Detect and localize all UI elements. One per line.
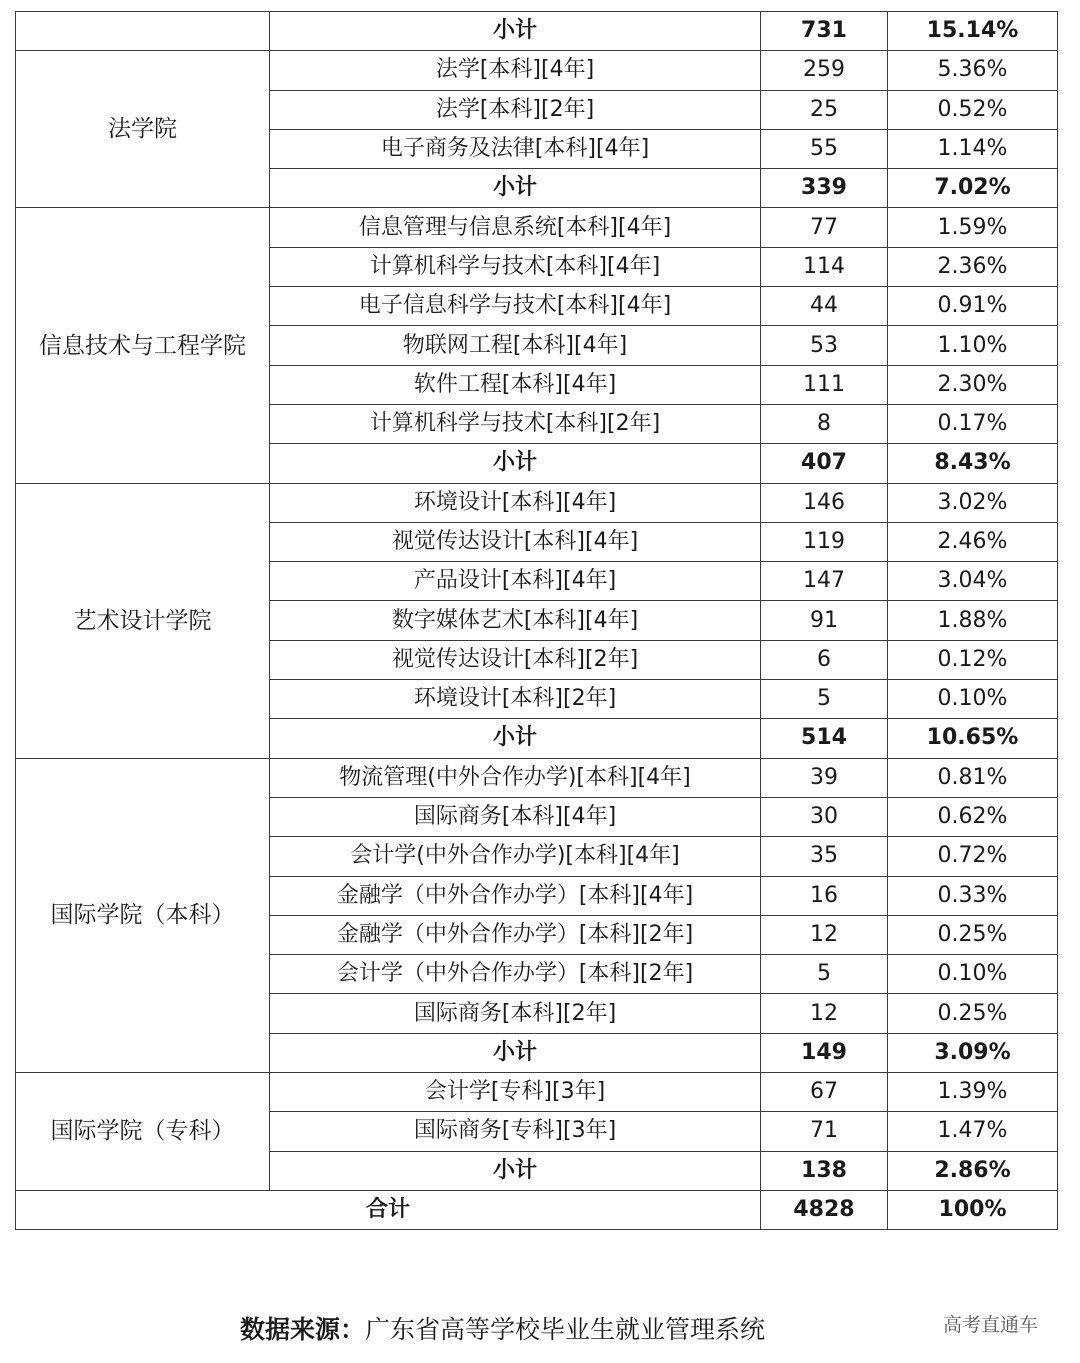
count-cell: 71 (761, 1112, 888, 1151)
count-cell: 8 (761, 404, 888, 443)
college-cell: 国际学院（本科） (16, 758, 270, 1072)
count-cell: 731 (761, 12, 888, 51)
major-cell: 小计 (270, 444, 761, 483)
major-cell: 小计 (270, 12, 761, 51)
count-cell: 146 (761, 483, 888, 522)
count-cell: 259 (761, 51, 888, 90)
count-cell: 44 (761, 287, 888, 326)
college-cell: 信息技术与工程学院 (16, 208, 270, 483)
count-cell: 35 (761, 837, 888, 876)
pct-cell: 1.39% (888, 1073, 1058, 1112)
data-source-label: 数据来源： (240, 1315, 366, 1344)
count-cell: 138 (761, 1151, 888, 1190)
total-pct: 100% (888, 1190, 1058, 1229)
count-cell: 25 (761, 90, 888, 129)
major-cell: 电子商务及法律[本科][4年] (270, 129, 761, 168)
pct-cell: 0.25% (888, 915, 1058, 954)
footer (0, 1310, 1080, 1350)
pct-cell: 0.91% (888, 287, 1058, 326)
count-cell: 39 (761, 758, 888, 797)
pct-cell: 2.86% (888, 1151, 1058, 1190)
pct-cell: 0.12% (888, 640, 1058, 679)
total-count: 4828 (761, 1190, 888, 1229)
count-cell: 6 (761, 640, 888, 679)
major-cell: 计算机科学与技术[本科][4年] (270, 247, 761, 286)
count-cell: 30 (761, 797, 888, 836)
major-cell: 金融学（中外合作办学）[本科][2年] (270, 915, 761, 954)
college-cell: 法学院 (16, 51, 270, 208)
major-cell: 金融学（中外合作办学）[本科][4年] (270, 876, 761, 915)
count-cell: 16 (761, 876, 888, 915)
count-cell: 149 (761, 1033, 888, 1072)
major-cell: 计算机科学与技术[本科][2年] (270, 404, 761, 443)
college-cell: 艺术设计学院 (16, 483, 270, 758)
count-cell: 407 (761, 444, 888, 483)
pct-cell: 3.09% (888, 1033, 1058, 1072)
pct-cell: 0.10% (888, 955, 1058, 994)
pct-cell: 15.14% (888, 12, 1058, 51)
count-cell: 147 (761, 562, 888, 601)
count-cell: 55 (761, 129, 888, 168)
count-cell: 5 (761, 680, 888, 719)
major-cell: 环境设计[本科][4年] (270, 483, 761, 522)
pct-cell: 5.36% (888, 51, 1058, 90)
data-source (240, 1314, 765, 1346)
table-row (16, 51, 1058, 90)
count-cell: 12 (761, 915, 888, 954)
pct-cell: 0.17% (888, 404, 1058, 443)
pct-cell: 1.10% (888, 326, 1058, 365)
major-cell: 小计 (270, 719, 761, 758)
pct-cell: 10.65% (888, 719, 1058, 758)
total-row (16, 1190, 1058, 1229)
pct-cell: 0.10% (888, 680, 1058, 719)
pct-cell: 0.25% (888, 994, 1058, 1033)
count-cell: 12 (761, 994, 888, 1033)
major-cell: 软件工程[本科][4年] (270, 365, 761, 404)
count-cell: 5 (761, 955, 888, 994)
major-cell: 数字媒体艺术[本科][4年] (270, 601, 761, 640)
college-cell (16, 12, 270, 51)
table-row (16, 483, 1058, 522)
major-cell: 法学[本科][2年] (270, 90, 761, 129)
pct-cell: 0.52% (888, 90, 1058, 129)
pct-cell: 0.72% (888, 837, 1058, 876)
table-row (16, 1073, 1058, 1112)
major-cell: 小计 (270, 1033, 761, 1072)
count-cell: 77 (761, 208, 888, 247)
college-cell: 国际学院（专科） (16, 1073, 270, 1191)
major-cell: 物流管理(中外合作办学)[本科][4年] (270, 758, 761, 797)
employment-stats-table (15, 11, 1058, 1230)
pct-cell: 1.14% (888, 129, 1058, 168)
table-row (16, 208, 1058, 247)
pct-cell: 0.33% (888, 876, 1058, 915)
table-row (16, 758, 1058, 797)
total-label: 合计 (16, 1190, 761, 1229)
count-cell: 53 (761, 326, 888, 365)
major-cell: 国际商务[本科][4年] (270, 797, 761, 836)
major-cell: 物联网工程[本科][4年] (270, 326, 761, 365)
major-cell: 会计学（中外合作办学）[本科][2年] (270, 955, 761, 994)
major-cell: 产品设计[本科][4年] (270, 562, 761, 601)
pct-cell: 1.59% (888, 208, 1058, 247)
count-cell: 67 (761, 1073, 888, 1112)
count-cell: 514 (761, 719, 888, 758)
major-cell: 电子信息科学与技术[本科][4年] (270, 287, 761, 326)
major-cell: 视觉传达设计[本科][4年] (270, 522, 761, 561)
watermark: 高考直通车 (943, 1314, 1039, 1336)
count-cell: 119 (761, 522, 888, 561)
pct-cell: 8.43% (888, 444, 1058, 483)
data-source-text: 广东省高等学校毕业生就业管理系统 (365, 1315, 766, 1344)
count-cell: 339 (761, 169, 888, 208)
major-cell: 国际商务[专科][3年] (270, 1112, 761, 1151)
count-cell: 114 (761, 247, 888, 286)
pct-cell: 1.88% (888, 601, 1058, 640)
major-cell: 视觉传达设计[本科][2年] (270, 640, 761, 679)
major-cell: 小计 (270, 169, 761, 208)
pct-cell: 2.46% (888, 522, 1058, 561)
major-cell: 会计学[专科][3年] (270, 1073, 761, 1112)
major-cell: 会计学(中外合作办学)[本科][4年] (270, 837, 761, 876)
pct-cell: 2.30% (888, 365, 1058, 404)
major-cell: 法学[本科][4年] (270, 51, 761, 90)
pct-cell: 0.81% (888, 758, 1058, 797)
pct-cell: 3.02% (888, 483, 1058, 522)
count-cell: 91 (761, 601, 888, 640)
pct-cell: 1.47% (888, 1112, 1058, 1151)
pct-cell: 7.02% (888, 169, 1058, 208)
major-cell: 信息管理与信息系统[本科][4年] (270, 208, 761, 247)
major-cell: 小计 (270, 1151, 761, 1190)
pct-cell: 0.62% (888, 797, 1058, 836)
major-cell: 环境设计[本科][2年] (270, 680, 761, 719)
major-cell: 国际商务[本科][2年] (270, 994, 761, 1033)
pct-cell: 2.36% (888, 247, 1058, 286)
pct-cell: 3.04% (888, 562, 1058, 601)
count-cell: 111 (761, 365, 888, 404)
subtotal-row (16, 12, 1058, 51)
